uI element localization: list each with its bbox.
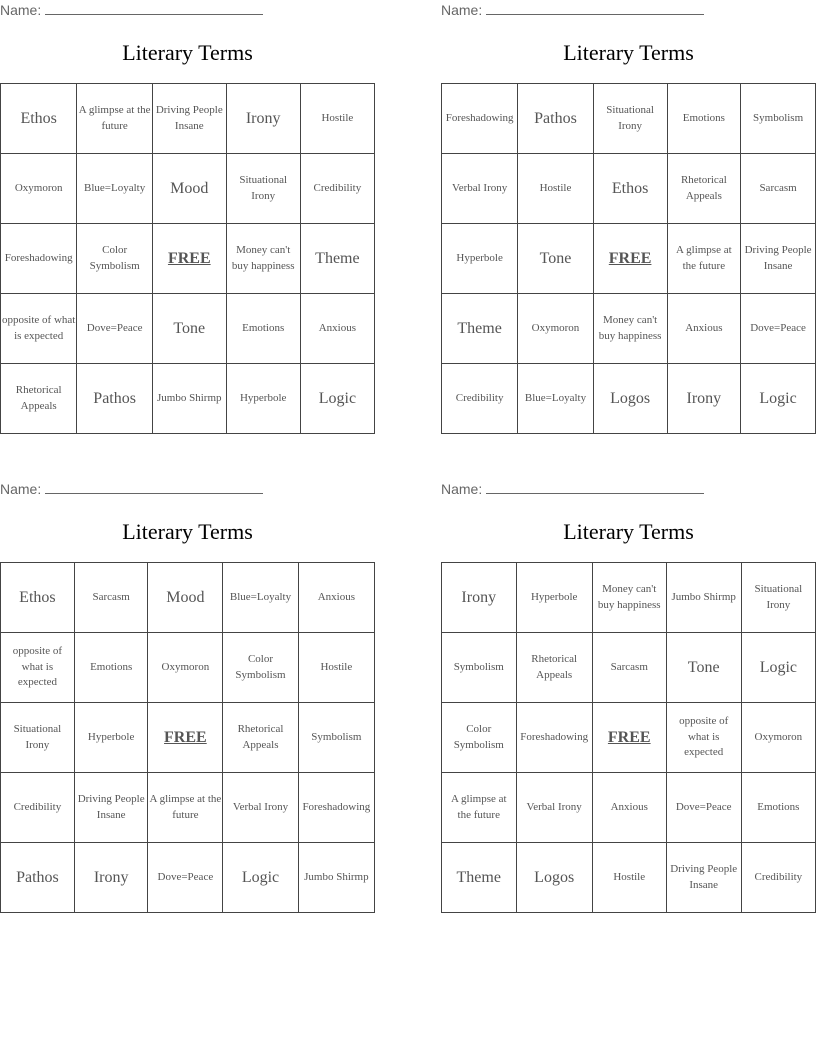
name-label: Name: [0, 2, 42, 18]
name-field[interactable] [45, 2, 263, 15]
bingo-cell[interactable]: Anxious [667, 294, 741, 364]
bingo-cell[interactable]: Jumbo Shirmp [666, 563, 741, 633]
bingo-cell[interactable]: Color Symbolism [77, 224, 153, 294]
bingo-cell[interactable]: Pathos [518, 84, 593, 154]
bingo-cell[interactable]: Ethos [1, 84, 77, 154]
bingo-cell[interactable]: A glimpse at the future [148, 773, 223, 843]
bingo-cell[interactable]: Symbolism [741, 84, 816, 154]
bingo-cell[interactable]: Hyperbole [442, 224, 518, 294]
grid-row [1, 563, 375, 633]
name-field[interactable] [486, 481, 704, 494]
card-title: Literary Terms [563, 519, 694, 544]
bingo-cell[interactable]: Oxymoron [148, 633, 223, 703]
bingo-cell[interactable]: Situational Irony [226, 154, 300, 224]
bingo-cell[interactable]: Emotions [74, 633, 148, 703]
grid-row [442, 563, 816, 633]
bingo-cell[interactable]: Ethos [593, 154, 667, 224]
bingo-cell[interactable]: Sarcasm [74, 563, 148, 633]
bingo-cell[interactable]: Irony [667, 364, 741, 434]
bingo-cell[interactable]: Dove=Peace [148, 843, 223, 913]
name-label: Name: [441, 2, 483, 18]
grid-row [442, 703, 816, 773]
grid-row [1, 843, 375, 913]
bingo-cell[interactable]: Dove=Peace [666, 773, 741, 843]
bingo-cell[interactable]: Foreshadowing [1, 224, 77, 294]
bingo-cell[interactable]: Sarcasm [741, 154, 816, 224]
bingo-cell[interactable]: Theme [442, 843, 517, 913]
bingo-cell[interactable]: Logic [300, 364, 374, 434]
bingo-cell[interactable]: Situational Irony [741, 563, 815, 633]
grid-row [442, 294, 816, 364]
grid-row [1, 633, 375, 703]
name-line [441, 2, 704, 20]
bingo-cell[interactable]: Blue=Loyalty [518, 364, 593, 434]
bingo-cell[interactable]: Situational Irony [593, 84, 667, 154]
name-line [0, 481, 263, 499]
bingo-cell[interactable]: Mood [148, 563, 223, 633]
bingo-cell[interactable]: Credibility [442, 364, 518, 434]
bingo-cell[interactable]: Rhetorical Appeals [516, 633, 592, 703]
bingo-cell[interactable]: Hyperbole [226, 364, 300, 434]
bingo-cell[interactable]: Dove=Peace [741, 294, 816, 364]
bingo-cell[interactable]: Money can't buy happiness [593, 294, 667, 364]
bingo-cell[interactable]: Theme [442, 294, 518, 364]
grid-row [442, 633, 816, 703]
bingo-cell[interactable]: Credibility [300, 154, 374, 224]
bingo-cell[interactable]: Credibility [741, 843, 815, 913]
bingo-cell[interactable]: Foreshadowing [298, 773, 374, 843]
bingo-cell[interactable]: A glimpse at the future [77, 84, 153, 154]
grid-row [442, 843, 816, 913]
bingo-cell[interactable]: Pathos [1, 843, 75, 913]
bingo-cell[interactable]: Jumbo Shirmp [152, 364, 226, 434]
bingo-cell[interactable]: Oxymoron [741, 703, 815, 773]
grid-row [442, 84, 816, 154]
bingo-cell[interactable]: Emotions [667, 84, 741, 154]
grid-row [1, 703, 375, 773]
bingo-cell[interactable]: opposite of what is expected [666, 703, 741, 773]
bingo-cell[interactable]: Situational Irony [1, 703, 75, 773]
bingo-cell[interactable]: Hostile [518, 154, 593, 224]
bingo-cell[interactable]: Tone [518, 224, 593, 294]
bingo-cell[interactable]: Logic [223, 843, 298, 913]
bingo-cell[interactable]: Pathos [77, 364, 153, 434]
bingo-cell[interactable]: Logic [741, 633, 815, 703]
grid-row [442, 773, 816, 843]
bingo-cell[interactable]: Hyperbole [74, 703, 148, 773]
bingo-cell[interactable]: Symbolism [442, 633, 517, 703]
free-space-cell[interactable]: FREE [592, 703, 666, 773]
bingo-cell[interactable]: Money can't buy happiness [592, 563, 666, 633]
bingo-cell[interactable]: Rhetorical Appeals [667, 154, 741, 224]
bingo-cell[interactable]: opposite of what is expected [1, 633, 75, 703]
bingo-cell[interactable]: Anxious [300, 294, 374, 364]
bingo-cell[interactable]: Verbal Irony [516, 773, 592, 843]
grid-row [442, 224, 816, 294]
bingo-cell[interactable]: Symbolism [298, 703, 374, 773]
bingo-cell[interactable]: Verbal Irony [442, 154, 518, 224]
bingo-cell[interactable]: Foreshadowing [442, 84, 518, 154]
name-label: Name: [0, 481, 42, 497]
bingo-cell[interactable]: Foreshadowing [516, 703, 592, 773]
bingo-cell[interactable]: Dove=Peace [77, 294, 153, 364]
bingo-cell[interactable]: Logic [741, 364, 816, 434]
bingo-cell[interactable]: Color Symbolism [442, 703, 517, 773]
bingo-cell[interactable]: Blue=Loyalty [223, 563, 298, 633]
bingo-cell[interactable]: Mood [152, 154, 226, 224]
bingo-cell[interactable]: Anxious [298, 563, 374, 633]
name-label: Name: [441, 481, 483, 497]
card-title: Literary Terms [122, 519, 253, 544]
bingo-cell[interactable]: Tone [152, 294, 226, 364]
name-line [0, 2, 263, 20]
card-title: Literary Terms [122, 40, 253, 65]
bingo-cell[interactable]: Color Symbolism [223, 633, 298, 703]
bingo-cell[interactable]: Rhetorical Appeals [1, 364, 77, 434]
grid-row [1, 773, 375, 843]
bingo-grid [441, 562, 816, 913]
bingo-cell[interactable]: Irony [442, 563, 517, 633]
bingo-cell[interactable]: Credibility [1, 773, 75, 843]
bingo-cell[interactable]: Driving People Insane [74, 773, 148, 843]
bingo-cell[interactable]: Theme [300, 224, 374, 294]
bingo-cell[interactable]: A glimpse at the future [442, 773, 517, 843]
bingo-cell[interactable]: Driving People Insane [666, 843, 741, 913]
name-line [441, 481, 704, 499]
grid-row [1, 224, 375, 294]
grid-row [442, 154, 816, 224]
free-space-cell[interactable]: FREE [152, 224, 226, 294]
bingo-cell[interactable]: Oxymoron [1, 154, 77, 224]
bingo-cell[interactable]: Emotions [741, 773, 815, 843]
bingo-cell[interactable]: Money can't buy happiness [226, 224, 300, 294]
bingo-cell[interactable]: A glimpse at the future [667, 224, 741, 294]
bingo-cell[interactable]: Tone [666, 633, 741, 703]
bingo-cell[interactable]: Hostile [298, 633, 374, 703]
bingo-cell[interactable]: Hyperbole [516, 563, 592, 633]
bingo-cell[interactable]: Logos [516, 843, 592, 913]
grid-row [442, 364, 816, 434]
bingo-grid [441, 83, 816, 434]
name-field[interactable] [45, 481, 263, 494]
grid-row [1, 364, 375, 434]
bingo-cell[interactable]: Jumbo Shirmp [298, 843, 374, 913]
bingo-cell[interactable]: Sarcasm [592, 633, 666, 703]
bingo-grid [0, 562, 375, 913]
name-field[interactable] [486, 2, 704, 15]
bingo-grid [0, 83, 375, 434]
bingo-cell[interactable]: Anxious [592, 773, 666, 843]
bingo-cell[interactable]: Driving People Insane [152, 84, 226, 154]
free-space-cell[interactable]: FREE [593, 224, 667, 294]
bingo-cell[interactable]: Hostile [592, 843, 666, 913]
bingo-cell[interactable]: Emotions [226, 294, 300, 364]
bingo-cell[interactable]: Irony [74, 843, 148, 913]
bingo-cell[interactable]: opposite of what is expected [1, 294, 77, 364]
bingo-cell[interactable]: Logos [593, 364, 667, 434]
bingo-cell[interactable]: Driving People Insane [741, 224, 816, 294]
bingo-cell[interactable]: Ethos [1, 563, 75, 633]
card-title: Literary Terms [563, 40, 694, 65]
free-space-cell[interactable]: FREE [148, 703, 223, 773]
bingo-cell[interactable]: Hostile [300, 84, 374, 154]
bingo-cell[interactable]: Rhetorical Appeals [223, 703, 298, 773]
grid-row [1, 84, 375, 154]
bingo-cell[interactable]: Blue=Loyalty [77, 154, 153, 224]
grid-row [1, 294, 375, 364]
bingo-cell[interactable]: Oxymoron [518, 294, 593, 364]
bingo-cell[interactable]: Verbal Irony [223, 773, 298, 843]
grid-row [1, 154, 375, 224]
bingo-cell[interactable]: Irony [226, 84, 300, 154]
